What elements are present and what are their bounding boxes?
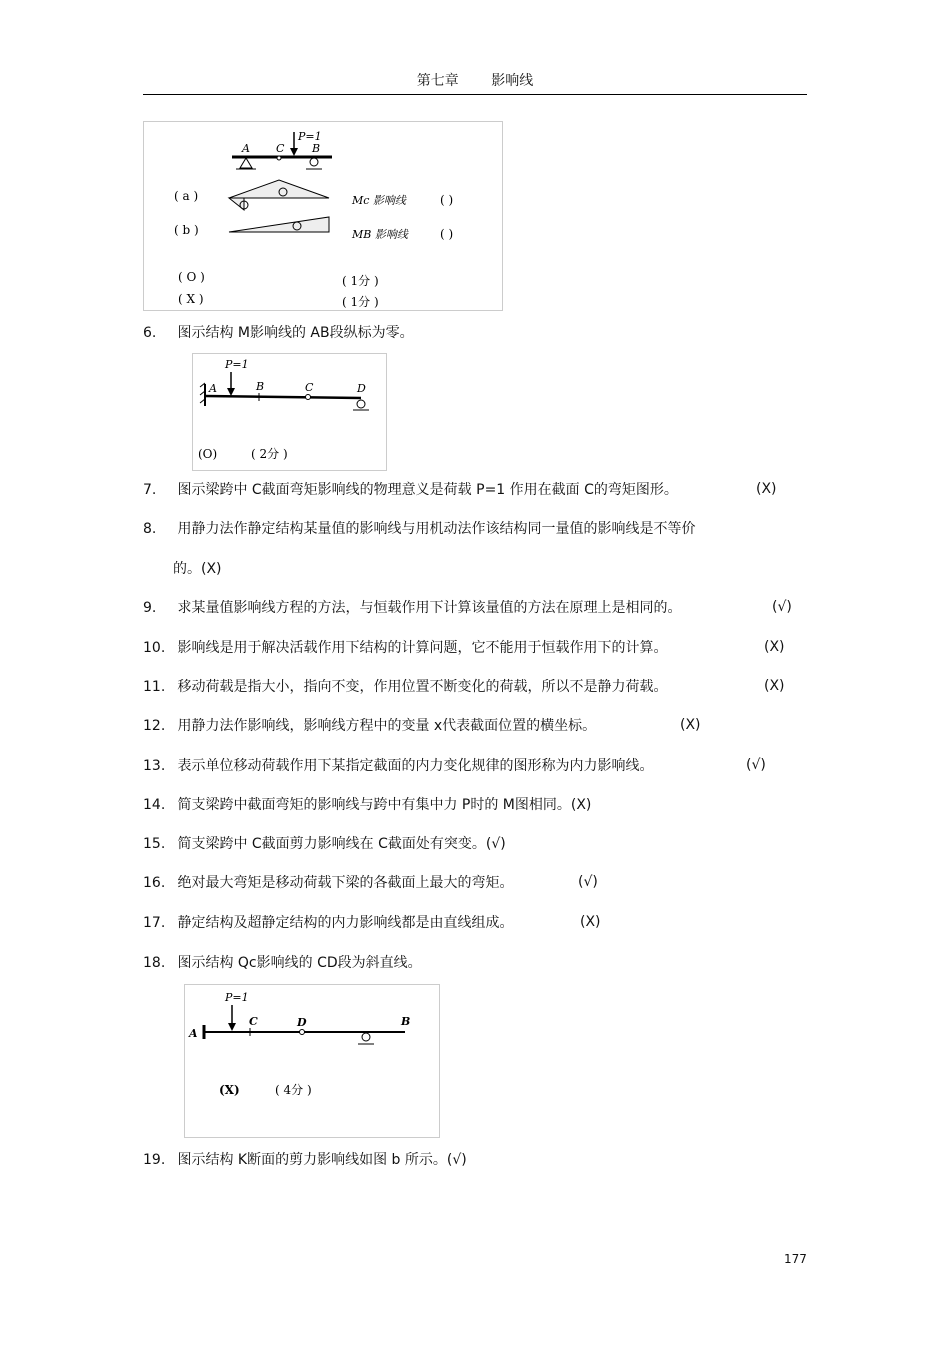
fig1-answer-a: ( O ) <box>178 270 205 284</box>
fig3-score: ( 4分 ) <box>275 1083 312 1097</box>
fig1-score-b: ( 1分 ) <box>342 295 379 309</box>
question-text: 求某量值影响线方程的方法，与恒载作用下计算该量值的方法在原理上是相同的。 <box>177 600 682 616</box>
chapter-title: 影响线 <box>491 73 534 89</box>
fig2-label-a: A <box>209 382 217 395</box>
question-8 <box>143 520 695 538</box>
chapter-label: 第七章 <box>416 73 459 89</box>
fig1-row-b-desc: MB 影响线 <box>352 228 408 241</box>
question-14 <box>143 796 591 814</box>
question-8-continuation <box>173 560 222 578</box>
question-18 <box>143 954 422 972</box>
question-6 <box>143 324 414 342</box>
question-15 <box>143 835 506 853</box>
question-text: 用静力法作影响线，影响线方程中的变量 x代表截面位置的横坐标。 <box>177 718 597 734</box>
fig3-label-a: A <box>189 1027 198 1040</box>
fig3-answer: (X) <box>219 1083 240 1097</box>
question-number: 13. <box>143 758 166 774</box>
question-19 <box>143 1151 467 1169</box>
question-10 <box>143 639 667 657</box>
question-number: 19. <box>143 1152 166 1168</box>
question-number: 11. <box>143 679 166 695</box>
question-text: 影响线是用于解决活载作用下结构的计算问题，它不能用于恒载作用下的计算。 <box>177 640 668 656</box>
question-number: 14. <box>143 797 166 813</box>
fig2-answer: (O) <box>198 447 218 461</box>
fig1-score-a: ( 1分 ) <box>342 274 379 288</box>
figure-3 <box>184 984 440 1138</box>
answer-12: (X) <box>680 717 701 733</box>
fig1-row-b-tag: ( b ) <box>174 223 199 237</box>
fig1-label-c: C <box>276 142 285 155</box>
question-number: 6. <box>143 325 157 341</box>
answer-13: (√) <box>746 757 766 773</box>
question-text: 图示结构 Qc影响线的 CD段为斜直线。 <box>177 955 422 971</box>
question-12 <box>143 717 596 735</box>
question-13 <box>143 757 653 775</box>
fig3-label-c: C <box>249 1015 258 1028</box>
fig3-label-d: D <box>297 1016 307 1029</box>
fig3-label-b: B <box>401 1015 411 1028</box>
question-text: 简支梁跨中截面弯矩的影响线与跨中有集中力 P时的 M图相同。(X) <box>177 797 592 813</box>
question-text: 简支梁跨中 C截面剪力影响线在 C截面处有突变。(√) <box>177 836 506 852</box>
question-text: 表示单位移动荷载作用下某指定截面的内力变化规律的图形称为内力影响线。 <box>177 758 654 774</box>
question-number: 12. <box>143 718 166 734</box>
question-number: 10. <box>143 640 166 656</box>
question-number: 7. <box>143 482 157 498</box>
question-11 <box>143 678 667 696</box>
answer-10: (X) <box>764 639 785 655</box>
fig2-label-d: D <box>357 382 366 395</box>
question-number: 8. <box>143 521 157 537</box>
question-text: 图示结构 K断面的剪力影响线如图 b 所示。(√) <box>177 1152 467 1168</box>
fig1-row-a-desc: Mc 影响线 <box>352 194 406 207</box>
fig1-row-a-tag: ( a ) <box>174 189 199 203</box>
figure-1 <box>143 121 503 311</box>
fig1-label-a: A <box>242 142 250 155</box>
question-number: 15. <box>143 836 166 852</box>
header-rule <box>143 94 807 95</box>
question-text: 移动荷载是指大小，指向不变，作用位置不断变化的荷载，所以不是静力荷载。 <box>177 679 668 695</box>
question-text: 图示梁跨中 C截面弯矩影响线的物理意义是荷载 P=1 作用在截面 C的弯矩图形。 <box>177 482 678 498</box>
answer-11: (X) <box>764 678 785 694</box>
question-text: 图示结构 M影响线的 AB段纵标为零。 <box>177 325 414 341</box>
question-number: 16. <box>143 875 166 891</box>
answer-16: (√) <box>578 874 598 890</box>
fig1-row-a-paren: ( ) <box>440 193 454 207</box>
fig1-row-b-paren: ( ) <box>440 227 454 241</box>
question-9 <box>143 599 681 617</box>
figure-2 <box>192 353 387 471</box>
question-text: 绝对最大弯矩是移动荷载下梁的各截面上最大的弯矩。 <box>177 875 514 891</box>
question-16 <box>143 874 513 892</box>
fig1-label-b: B <box>312 142 321 155</box>
answer-9: (√) <box>772 599 792 615</box>
page-number: 177 <box>784 1252 807 1266</box>
answer-7: (X) <box>756 481 777 497</box>
fig1-load-label: P=1 <box>298 130 322 143</box>
fig1-answer-b: ( X ) <box>178 292 204 306</box>
question-text: 静定结构及超静定结构的内力影响线都是由直线组成。 <box>177 915 514 931</box>
fig3-load-label: P=1 <box>225 991 249 1004</box>
fig2-load-label: P=1 <box>225 358 249 371</box>
fig2-label-b: B <box>256 380 265 393</box>
question-7 <box>143 481 678 499</box>
question-text: 用静力法作静定结构某量值的影响线与用机动法作该结构同一量值的影响线是不等价 <box>177 521 696 537</box>
fig2-label-c: C <box>305 381 314 394</box>
answer-17: (X) <box>580 914 601 930</box>
question-number: 17. <box>143 915 166 931</box>
question-number: 9. <box>143 600 157 616</box>
question-number: 18. <box>143 955 166 971</box>
fig2-score: ( 2分 ) <box>251 447 288 461</box>
question-text-cont: 的。(X) <box>173 561 222 577</box>
page-header <box>143 70 807 90</box>
question-17 <box>143 914 513 932</box>
